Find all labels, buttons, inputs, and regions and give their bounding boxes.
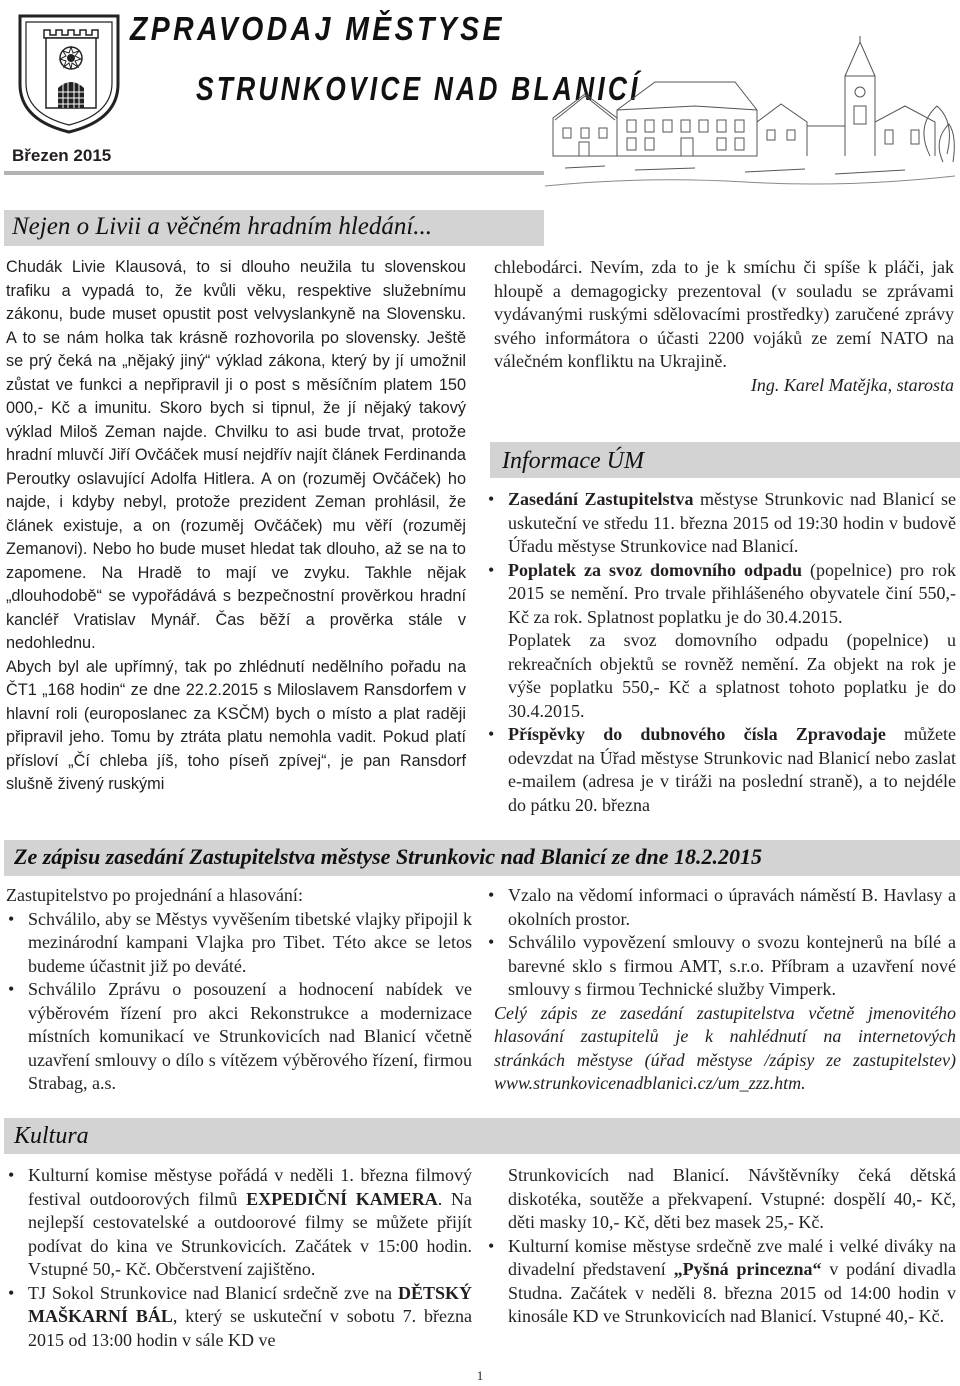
culture-list-right <box>486 1235 956 1329</box>
culture-item-bold: EXPEDIČNÍ KAMERA <box>246 1188 438 1209</box>
article-paragraph: Chudák Livie Klausová, to si dlouho neužila tu slovenskou trafiku a vypadá to, že kvůli věku, respektive služebnímu zákonu, bude muset opustit post velvyslankyně na Slovensku. A to se nám holka tak krásně rozhovorila po slovensky. Ještě se prý čeká na „nějaký jiný“ výklad zákona, který by jí umožnil zůstat ve funkci a nepřipravil ji o post s měsíčním platem 150 000,- Kč a imunitu. Skoro bych si tipnul, že jí nějaký takový výklad Miloš Zeman najde. Chvilku to asi bude trvat, protože hradní mluvčí Jiří Ovčáček musí nejdřív najít článek Ferdinanda Peroutky oslavující Adolfa Hitlera. A on (rozuměj Ovčáček) ho najde, i kdyby nebyl, protože prezident Zeman prohlásil, že článek existuje, a on (rozuměj Ovčáček) mu věří (rozuměj Zemanovi). Nebo ho bude muset hledat tak dlouho, až se na to zapomene. Na Hradě to mají ve zvyku. Takhle nějak „dlouhodobě“ se vypořádává s bezpečnostní prověrkou hradní kancléř Vratislav Mynář. Čas běží a prověrka stále v nedohlednu. <box>6 258 466 652</box>
culture-item <box>6 1164 472 1282</box>
culture-item-text: Kulturní komise městyse pořádá v neděli 1. března filmový festival outdoorových filmů <box>28 1165 472 1209</box>
town-crest <box>14 8 124 136</box>
info-item-bold: Zasedání Zastupitelstva <box>508 489 694 509</box>
info-item <box>486 559 956 724</box>
info-heading <box>490 442 960 478</box>
article-signature: Ing. Karel Matějka, starosta <box>750 374 954 395</box>
culture-item-bold: DĚTSKÝ MAŠKARNÍ BÁL <box>28 1282 472 1326</box>
culture-list-left <box>6 1164 472 1352</box>
info-item <box>486 488 956 559</box>
article-paragraph: Abych byl ale upřímný, tak po zhlédnutí nedělního pořadu na ČT1 „168 hodin“ ze dne 22.2.2015 s Miloslavem Ransdorfem v hlavní roli (europoslanec za KSČM) bych o místo a plat raději připravil jeho. Tomu by ztráta platu nemohla vadit. Pokud platí přísloví „Čí chleba jíš, toho píseň zpívej“, je pan Ransdorf slušně živený ruskými <box>6 657 466 793</box>
info-item-text: můžete odevzdat na Úřad městyse Strunkovic nad Blanicí nebo zaslat e-mailem (adresa je v tiráži na poslední straně), a to nejdéle do pátku 20. března <box>508 724 956 815</box>
info-item-bold: Příspěvky do dubnového čísla Zpravodaje <box>508 724 886 744</box>
culture-right-column <box>486 1164 956 1329</box>
town-square-sketch <box>545 36 955 190</box>
meeting-item: • Schválilo Zprávu o posouzení a hodnocení nabídek ve výběrovém řízení pro akci Rekonstrukce a modernizace místních komunikací ve Strunkovicích nad Blanicí včetně uzavření smlouvy o dílo s vítězem výběrového řízení, firmou Strabag, a.s. <box>6 978 472 1096</box>
meeting-note: Celý zápis ze zasedání zastupitelstva včetně jmenovitého hlasování zastupitelů je k nahlédnutí na internetových stránkách městyse (úřad městyse /zápisy ze zastupitelstev) www.strunkovicenadblanici.cz/um_zzz.htm. <box>494 1002 956 1093</box>
info-item-text: městyse Strunkovic nad Blanicí se uskuteční ve středu 11. března 2015 od 19:30 hodin v budově Úřadu městyse Strunkovice nad Blanicí. <box>508 489 956 556</box>
culture-heading <box>4 1118 960 1154</box>
masthead-title-line2: STRUNKOVICE NAD BLANICÍ <box>196 70 641 107</box>
meeting-list-left <box>6 908 472 1096</box>
meeting-heading <box>4 840 960 876</box>
masthead-rule <box>4 171 544 175</box>
article-right-column <box>494 256 954 397</box>
info-item-text: (popelnice) pro rok 2015 se nemění. Pro trvale přihlášeného obyvatele činí 550,- Kč za rok. Splatnost poplatku je do 30.4.2015. <box>508 559 956 627</box>
page-number: 1 <box>476 1368 484 1383</box>
meeting-list-right <box>486 884 956 1002</box>
culture-item-text: . Na nejlepší cestovatelské a outdoorové filmy se můžete přijít podívat do kina ve Strunkovicích. Začátek v 15:00 hodin. Vstupné 50,- Kč. Občerstvení zajištěno. <box>28 1188 472 1279</box>
info-heading-text: Informace ÚM <box>502 448 644 474</box>
info-item-bold: Poplatek za svoz domovního odpadu <box>508 559 803 580</box>
culture-item <box>6 1282 472 1353</box>
info-item <box>486 723 956 817</box>
meeting-left-column <box>6 884 472 1096</box>
culture-item <box>486 1235 956 1329</box>
culture-heading-text: Kultura <box>14 1123 89 1149</box>
article-paragraph: chlebodárci. Nevím, zda to je k smíchu či spíše k pláči, jak hloupě a demagogicky prezentoval (v souladu se zprávami vydávanými ruskými sdělovacími prostředky) zaručené zprávy svého informátora o účasti 2200 vojáků ze zemí NATO na válečném konfliktu na Ukrajině. <box>494 257 954 371</box>
culture-item-text: , který se uskuteční v sobotu 7. března 2015 od 13:00 hodin v sále KD ve <box>28 1306 473 1350</box>
meeting-right-column <box>486 884 956 1096</box>
meeting-heading-text: Ze zápisu zasedání Zastupitelstva městyse Strunkovic nad Blanicí ze dne 18.2.2015 <box>14 844 763 869</box>
culture-item-bold: „Pyšná princezna“ <box>673 1259 822 1279</box>
masthead-title-line1: ZPRAVODAJ MĚSTYSE <box>130 10 505 47</box>
meeting-item: • Schválilo vypovězení smlouvy o svozu kontejnerů na bílé a barevné sklo s firmou AMT, s.r.o. Příbram a uzavření nové smlouvy s firmou Technické služby Vimperk. <box>486 931 956 1002</box>
info-item-text: Poplatek za svoz domovního odpadu (popelnice) u rekreačních objektů se rovněž nemění. Za objekt na rok je výše poplatku 550,- Kč a splatnost tohoto poplatku je do 30.4.2015. <box>508 630 956 721</box>
culture-item-text: TJ Sokol Strunkovice nad Blanicí srdečně zve na <box>28 1282 398 1303</box>
article-heading <box>4 210 544 246</box>
culture-item-text: Kulturní komise městyse srdečně zve malé i velké diváky na divadelní představení <box>508 1235 956 1279</box>
issue-date: Březen 2015 <box>12 146 112 165</box>
article-heading-text: Nejen o Livii a věčném hradním hledání... <box>12 213 433 240</box>
meeting-intro: Zastupitelstvo po projednání a hlasování: <box>6 885 303 905</box>
culture-item-text: v podání divadla Studna. Začátek v neděli 8. března 2015 od 14:00 hodin v kinosále KD ve Strunkovicích nad Blanicí. Vstupné 40,- Kč. <box>508 1259 956 1326</box>
article-left-column <box>6 256 466 797</box>
meeting-item: • Schválilo, aby se Městys vyvěšením tibetské vlajky připojil k mezinárodní kampani Vlajka pro Tibet. Této akce se letos budeme účastnit již po deváté. <box>6 908 472 979</box>
culture-item-continued: Strunkovicích nad Blanicí. Návštěvníky čeká dětská diskotéka, soutěže a překvapení. Vstupné: dospělí 40,- Kč, děti masky 10,- Kč, děti bez masek 25,- Kč. <box>508 1165 956 1232</box>
info-list <box>486 488 956 817</box>
meeting-item: • Vzalo na vědomí informaci o úpravách náměstí B. Havlasy a okolních prostor. <box>486 884 956 931</box>
